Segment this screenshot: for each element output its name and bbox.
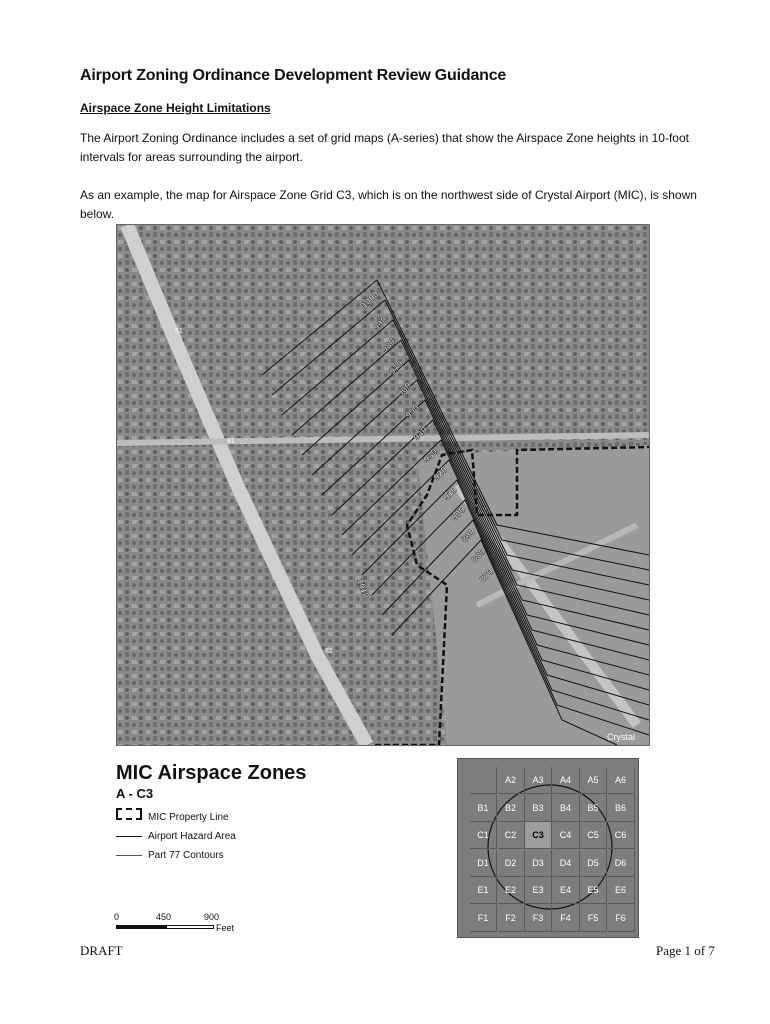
contour-label-side: 1010 bbox=[355, 577, 372, 600]
intro-paragraph: The Airport Zoning Ordinance includes a set of grid maps (A-series) that show the Airspace Zone heights in 10-foot intervals for areas surrounding the airport. bbox=[80, 131, 689, 164]
scale-label-900: 900 bbox=[204, 912, 220, 922]
grid-cell: B3 bbox=[525, 795, 552, 822]
grid-cell: A6 bbox=[608, 767, 635, 794]
contour-label: 920 bbox=[431, 464, 450, 483]
scale-unit: Feet bbox=[216, 923, 235, 933]
contour-label: 1000 bbox=[359, 289, 381, 311]
grid-cell: E5 bbox=[580, 877, 607, 904]
grid-cell: A2 bbox=[498, 767, 525, 794]
contour-label: 880 bbox=[469, 546, 488, 565]
grid-cell: F5 bbox=[580, 905, 607, 932]
grid-cell: E2 bbox=[498, 877, 525, 904]
grid-cell: C3 bbox=[525, 822, 552, 849]
grid-cell: A5 bbox=[580, 767, 607, 794]
grid-cell: F3 bbox=[525, 905, 552, 932]
hazard-area-swatch bbox=[116, 836, 142, 837]
contour-label: 960 bbox=[395, 380, 414, 399]
road-label: 81 bbox=[227, 438, 235, 445]
contour-label: 970 bbox=[387, 358, 406, 377]
legend-title: MIC Airspace Zones bbox=[116, 762, 307, 784]
property-line-swatch bbox=[116, 808, 142, 820]
contour-label: 900 bbox=[449, 504, 468, 523]
legend-subtitle: A - C3 bbox=[116, 786, 154, 801]
grid-cell: C5 bbox=[580, 822, 607, 849]
grid-cell: E4 bbox=[553, 877, 580, 904]
contour-label: 940 bbox=[411, 424, 430, 443]
contour-label: 890 bbox=[459, 526, 478, 545]
grid-cell: B2 bbox=[498, 795, 525, 822]
grid-cell: F4 bbox=[553, 905, 580, 932]
grid-cell: A3 bbox=[525, 767, 552, 794]
grid-cell: B4 bbox=[553, 795, 580, 822]
grid-cell: E1 bbox=[470, 877, 497, 904]
example-paragraph: As an example, the map for Airspace Zone Grid C3, which is on the northwest side of Crystal Airport (MIC), is shown below. bbox=[80, 188, 697, 221]
scale-label-450: 450 bbox=[156, 912, 172, 922]
contour-label: 950 bbox=[403, 402, 422, 421]
grid-cell: D4 bbox=[553, 850, 580, 877]
legend-item-property-line: MIC Property Line bbox=[148, 812, 229, 823]
grid-cell: C1 bbox=[470, 822, 497, 849]
grid-cell: C4 bbox=[553, 822, 580, 849]
road-label: 81 bbox=[175, 328, 183, 335]
contour-label: 930 bbox=[421, 446, 440, 465]
grid-cell: D6 bbox=[608, 850, 635, 877]
section-heading: Airspace Zone Height Limitations bbox=[80, 101, 271, 115]
grid-cell: B6 bbox=[608, 795, 635, 822]
scale-bar-segment bbox=[116, 925, 166, 929]
grid-cell: E6 bbox=[608, 877, 635, 904]
grid-cell: B5 bbox=[580, 795, 607, 822]
legend-item-contours: Part 77 Contours bbox=[148, 850, 224, 861]
map-svg bbox=[117, 225, 649, 745]
document-title: Airport Zoning Ordinance Development Review Guidance bbox=[80, 67, 507, 84]
scale-label-0: 0 bbox=[114, 912, 120, 922]
contour-label: 990 bbox=[371, 314, 390, 333]
road-label: 81 bbox=[325, 648, 333, 655]
grid-cell: D1 bbox=[470, 850, 497, 877]
footer-draft: DRAFT bbox=[80, 943, 123, 958]
grid-cell: D3 bbox=[525, 850, 552, 877]
contours-swatch bbox=[116, 855, 142, 856]
grid-index-map bbox=[457, 758, 639, 938]
grid-cell: D5 bbox=[580, 850, 607, 877]
grid-cell: D2 bbox=[498, 850, 525, 877]
airspace-zone-map bbox=[116, 224, 650, 746]
grid-cell: A4 bbox=[553, 767, 580, 794]
grid-cell: F6 bbox=[608, 905, 635, 932]
grid-cell: B1 bbox=[470, 795, 497, 822]
contour-label: 910 bbox=[441, 484, 460, 503]
footer-page-number: Page 1 of 7 bbox=[656, 943, 715, 958]
contour-label: 980 bbox=[379, 336, 398, 355]
scale-bar-segment bbox=[166, 925, 214, 929]
grid-cell: C6 bbox=[608, 822, 635, 849]
map-corner-label: Crystal bbox=[607, 732, 636, 742]
grid-cell: E3 bbox=[525, 877, 552, 904]
grid-cell: C2 bbox=[498, 822, 525, 849]
legend-item-hazard-area: Airport Hazard Area bbox=[148, 831, 236, 842]
grid-cell bbox=[470, 767, 497, 794]
grid-cell: F2 bbox=[498, 905, 525, 932]
contour-label: 870 bbox=[477, 566, 496, 585]
grid-cell: F1 bbox=[470, 905, 497, 932]
